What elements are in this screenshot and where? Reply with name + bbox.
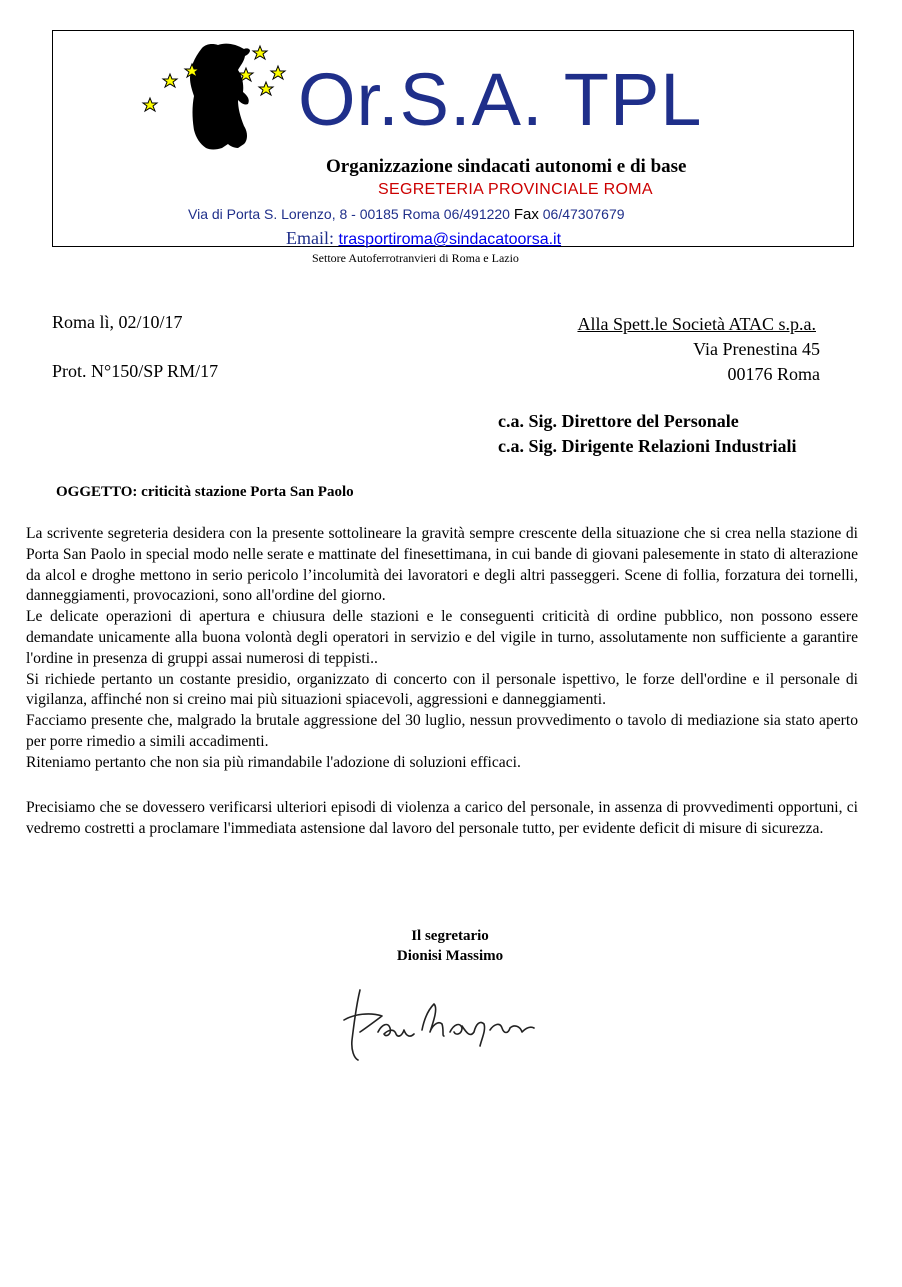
star-icon: [163, 74, 177, 87]
star-icon: [259, 82, 273, 95]
address-line: [188, 206, 625, 223]
closing-paragraph: Precisiamo che se dovessero verificarsi ulteriori episodi di violenza a carico del personale, in assenza di provvedimenti opportuni, ci vedremo costretti a proclamare l'immediata astensione dal lavoro del personale tutto, per evidente deficit di misure di sicurezza.: [26, 799, 858, 837]
handwritten-signature: [330, 980, 550, 1070]
subject-line: OGGETTO: criticità stazione Porta San Paolo: [56, 484, 354, 500]
sector-caption: Settore Autoferrotranvieri di Roma e Lazio: [312, 251, 519, 265]
recipient-street: Via Prenestina 45: [693, 339, 820, 359]
body-paragraph: Si richiede pertanto un costante presidio, organizzato di concerto con il personale ispettivo, le forze dell'ordine e il personale di vigilanza, affinché non si creino mai più situazioni spiacevoli, aggressioni e danneggiamenti.: [26, 670, 858, 709]
star-icon: [271, 66, 285, 79]
recipient-city: 00176 Roma: [727, 364, 820, 384]
email-link[interactable]: trasportiroma@sindacatoorsa.it: [338, 231, 562, 248]
letter-body: [26, 524, 858, 774]
star-icon: [143, 98, 157, 111]
signature-block: [360, 926, 540, 966]
star-icon: [253, 46, 267, 59]
email-line: [286, 228, 561, 249]
recipient-name: Alla Spett.le Società ATAC s.p.a.: [577, 314, 816, 334]
protocol-number: Prot. N°150/SP RM/17: [52, 361, 219, 381]
letter-date: Roma lì, 02/10/17: [52, 312, 183, 332]
brand-title: Or.S.A. TPL: [298, 58, 703, 141]
email-label: Email:: [286, 228, 339, 248]
body-paragraph: Facciamo presente che, malgrado la brutale aggressione del 30 luglio, nessun provvedimento o tavolo di mediazione sia stato aperto per porre rimedio a simili accadimenti.: [26, 712, 858, 750]
attention-block: [498, 409, 797, 459]
signer-title: Il segretario: [411, 928, 489, 944]
organization-name: Organizzazione sindacati autonomi e di base: [326, 156, 687, 177]
attention-director: c.a. Sig. Direttore del Personale: [498, 411, 739, 431]
fax-number: 06/47307679: [538, 206, 625, 222]
street-address: Via di Porta S. Lorenzo, 8 - 00185 Roma: [188, 206, 444, 222]
fax-label: Fax: [513, 206, 539, 223]
attention-manager: c.a. Sig. Dirigente Relazioni Industriali: [498, 436, 797, 456]
bear-silhouette: [190, 44, 250, 150]
body-paragraph: Riteniamo pertanto che non sia più rimandabile l'adozione di soluzioni efficaci.: [26, 753, 521, 771]
body-paragraph: La scrivente segreteria desidera con la presente sottolineare la gravità sempre crescente della situazione che si crea nella stazione di Porta San Paolo in special modo nelle serate e mattinate del finesettimana, in cui bande di giovani palesemente in stato di alterazione da alcol e droghe mettono in serio pericolo l’incolumità dei lavoratori e degli altri passeggeri. Scene di follia, forzatura dei tornelli, danneggiamenti, provocazioni, sono all'ordine del giorno.: [26, 525, 858, 605]
body-paragraph: Le delicate operazioni di apertura e chiusura delle stazioni e le conseguenti criticità di ordine pubblico, non possono essere demandate unicamente alla buona volontà degli operatori in servizio e del vigile in turno, assolutamente non sufficiente a garantire l'ordine in presenza di gruppi assai numerosi di teppisti..: [26, 608, 858, 667]
phone-number: 06/491220: [443, 206, 514, 222]
segreteria-title: SEGRETERIA PROVINCIALE ROMA: [378, 181, 653, 198]
recipient-block: [577, 312, 820, 387]
bear-logo-icon: [140, 40, 300, 155]
signer-name: Dionisi Massimo: [396, 948, 504, 964]
